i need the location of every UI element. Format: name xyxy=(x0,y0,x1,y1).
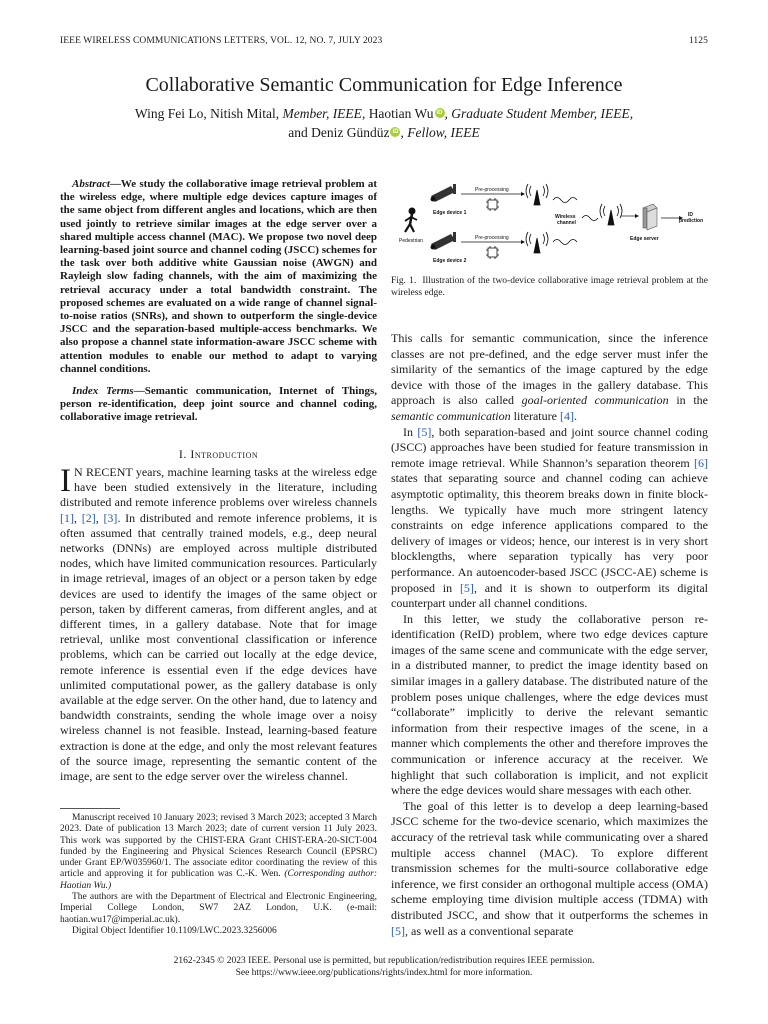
prediction-label: prediction xyxy=(679,218,704,224)
id-label: ID xyxy=(688,212,693,218)
index-terms-text: —Semantic communication, Internet of Things, person re-identification, deep joint source and channel coding, collaborative image retrieval. xyxy=(60,385,377,424)
abstract xyxy=(60,178,377,425)
pedestrian-icon xyxy=(405,208,417,232)
author-name-2: , Haotian Wu xyxy=(361,106,434,121)
wireless-channel-label-1: Wireless xyxy=(555,214,576,220)
intro-text-lead: N RECENT years, machine learning tasks at the wireless edge have been studied extensively in the literature, including distributed and remote inference problems over wireless channels xyxy=(60,465,377,510)
footnote-rule xyxy=(60,808,120,809)
footnote xyxy=(60,813,377,937)
figure-caption xyxy=(391,276,708,299)
preprocess-label-2: Pre-processing xyxy=(475,235,509,241)
orcid-icon[interactable]: iD xyxy=(436,110,443,116)
antenna-2-icon xyxy=(526,232,548,253)
author-role-1: Member, IEEE xyxy=(282,106,362,121)
wave-1-icon xyxy=(553,198,577,203)
abstract-text: —We study the collaborative image retrieval problem at the wireless edge, where multiple edge devices capture images of the same object from different angles and locations, which are then used jointly to retrieve similar images at the edge server over a shared multiple access channel (MAC). We propose two novel deep learning-based joint source and channel coding (JSCC) schemes for the task over both additive white Gaussian noise (AWGN) and Rayleigh slow fading channels, with the aim of maximizing the retrieval accuracy under a total bandwidth constraint. The proposed schemes are evaluated on a wide range of channel signal-to-noise ratios (SNRs), and shown to outperform the single-device JSCC and the separation-based multiple-access benchmarks. We also propose a channel state information-aware JSCC scheme with attention modules to enable our method to adapt to varying channel conditions. xyxy=(60,178,377,375)
section-number: I. xyxy=(178,447,191,461)
antenna-1-icon xyxy=(526,184,548,205)
citation-link[interactable]: [5] xyxy=(459,580,474,595)
chip-2-icon xyxy=(486,246,499,259)
text: in the xyxy=(668,393,708,408)
section-title: Introduction xyxy=(190,447,259,461)
text: . xyxy=(573,408,577,423)
pedestrian-label: Pedestrian xyxy=(399,238,423,244)
emphasis: goal-oriented communication xyxy=(521,393,669,408)
paragraph xyxy=(391,425,708,612)
text: states that separating source and channel coding can achieve asymptotic optimality, this theorem breaks down in finite block-lengths. We typically have much more stringent latency constraints on edge inference applications compared to the delivery of images or videos; hence, our interest is in very short blocklengths, where separation typically has very poor performance. An autoencoder-based JSCC (JSCC-AE) scheme is proposed in xyxy=(391,471,708,595)
author-names-1: Wing Fei Lo, Nitish Mital, xyxy=(134,106,283,121)
text: , and it is shown to outperform its digital counterpart under all channel conditions. xyxy=(391,580,709,611)
citation-link[interactable]: [3] xyxy=(103,510,118,525)
copyright-notice xyxy=(0,955,768,979)
device-1-label: Edge device 1 xyxy=(433,210,467,216)
copyright-line-2: See https://www.ieee.org/publications/rights/index.html for more information. xyxy=(235,968,533,978)
preprocess-label-1: Pre-processing xyxy=(475,187,509,193)
wave-2-icon xyxy=(553,240,577,245)
figure-diagram xyxy=(391,180,708,272)
paragraph xyxy=(391,331,708,425)
camera-1-icon xyxy=(431,184,457,202)
text: In xyxy=(403,424,418,439)
citation-link[interactable]: [5] xyxy=(417,424,432,439)
figure-caption-text: Illustration of the two-device collaborative image retrieval problem at the wireless edge. xyxy=(391,276,708,298)
index-terms-label: Index Terms xyxy=(72,385,134,398)
citation-link[interactable]: [5] xyxy=(391,923,405,938)
citation-link[interactable]: [2] xyxy=(81,510,96,525)
arrow-head-1 xyxy=(521,192,525,196)
server-icon xyxy=(643,204,657,230)
citation-link[interactable]: [1] xyxy=(60,510,74,525)
citation-separator: , xyxy=(74,510,82,525)
page-number: 1125 xyxy=(688,36,708,46)
author-list xyxy=(0,104,768,142)
figure-caption-label: Fig. 1. xyxy=(391,276,417,286)
section-heading xyxy=(60,447,377,462)
wireless-channel-label-2: channel xyxy=(557,220,576,226)
text: The goal of this letter is to develop a deep learning-based JSCC scheme for the two-device scenario, which maximizes the accuracy of the retrieval task while communicating over a shared multiple access channel (MAC). To explore different transmission schemes for the multi-source collaborative edge inference, we first consider an orthogonal multiple access (OMA) scheme employing time division multiple access (TDMA) with distributed JSCC, and show that it outperforms the schemes in xyxy=(391,798,708,922)
orcid-icon[interactable]: iD xyxy=(392,129,399,135)
copyright-line-1: 2162-2345 © 2023 IEEE. Personal use is permitted, but republication/redistribution requires IEEE permission. xyxy=(173,956,595,966)
wave-3-icon xyxy=(582,216,598,221)
citation-separator: , xyxy=(95,510,104,525)
edge-server-label: Edge server xyxy=(630,236,659,242)
footnote-corresponding: (Corresponding author: Haotian Wu.) xyxy=(60,869,377,891)
chip-1-icon xyxy=(486,198,499,211)
antenna-server-icon xyxy=(600,204,622,225)
right-column-body xyxy=(391,331,708,939)
abstract-label: Abstract xyxy=(72,178,110,190)
arrow-head-3 xyxy=(635,214,639,218)
drop-cap: I xyxy=(60,463,71,499)
footnote-manuscript: Manuscript received 10 January 2023; revised 3 March 2023; accepted 3 March 2023. Date of publication 13 March 2023; date of current version 11 July 2023. This work was supported by the CHIST-ERA Grant CHIST-ERA-20-SICT-004 funded by the Engineering and Physical Sciences Research Council (EPSRC) under Grant EP/W035960/1. The associate editor coordinating the review of this article and approving it for publication was C.-K. Wen. xyxy=(60,813,377,880)
citation-link[interactable]: [6] xyxy=(694,455,708,470)
text: , as well as a conventional separate xyxy=(405,923,574,938)
author-role-2: , Graduate Student Member, IEEE, xyxy=(444,106,634,121)
intro-paragraph xyxy=(60,465,377,784)
text: This calls for semantic communication, since the inference classes are not pre-defined, and the edge server must infer the similarity of the semantics of the image captured by the edge device with those of the images in the gallery database. This approach is also called xyxy=(391,331,708,408)
intro-text-rest: . In distributed and remote inference problems, it is often assumed that centrally trained models, e.g., deep neural networks (DNNs) are employed across multiple distributed nodes, which have limited communication resources. Particularly in image retrieval, images of an object or a person taken by edge devices are used to identify the images of the same object or person, taken by different cameras, from different angles, and at different times, in a gallery database. Note that for image retrieval, unlike most conventional classification or inference problems, which can be carried out locally at the edge device, remote inference is essential even if the edge devices have unlimited computational power, as the gallery database is only available at the edge server. On the other hand, due to latency and bandwidth constraints, sending the whole image over a noisy wireless channel is not feasible. Instead, learning-based feature extraction is done at the edge, and only the most relevant features of the source image, representing the semantic content of the image, are sent to the edge server over the wireless channel. xyxy=(60,510,378,784)
paragraph xyxy=(391,799,708,939)
footnote-doi: Digital Object Identifier 10.1109/LWC.2023.3256006 xyxy=(72,925,277,936)
paper-title: Collaborative Semantic Communication for Edge Inference xyxy=(145,74,623,96)
text: literature xyxy=(510,408,560,423)
author-name-3: and Deniz Gündüz xyxy=(288,125,390,140)
text: , both separation-based and joint source channel coding (JSCC) approaches have been studied for feature transmission in remote image retrieval. While Shannon’s separation theorem xyxy=(391,424,708,470)
footnote-affiliation: The authors are with the Department of Electrical and Electronic Engineering, Imperial College London, SW7 2AZ London, U.K. (e-mail: haotian.wu17@imperial.ac.uk). xyxy=(60,892,377,925)
device-2-label: Edge device 2 xyxy=(433,258,467,264)
paragraph: In this letter, we study the collaborative person re-identification (ReID) problem, where two edge devices capture images of the same scene and communicate with the edge server, in a distributed manner, to predict the image identity based on similar images in a gallery database. The distributed nature of the problem poses unique challenges, where the edge devices must “collaborate” implicitly to derive the relevant semantic information from their respective images of the scene, in a manner which complements the other and therefore improves the communication or inference accuracy at the receiver. We highlight that such collaboration is implicit, and not explicit where the edge devices would share messages with each other. xyxy=(391,611,708,798)
emphasis: semantic communication xyxy=(391,408,511,423)
citation-link[interactable]: [4] xyxy=(559,408,574,423)
author-role-3: , Fellow, IEEE xyxy=(400,125,480,140)
camera-2-icon xyxy=(431,232,457,250)
arrow-head-2 xyxy=(521,240,525,244)
running-header: IEEE WIRELESS COMMUNICATIONS LETTERS, VOL. 12, NO. 7, JULY 2023 xyxy=(60,36,383,46)
